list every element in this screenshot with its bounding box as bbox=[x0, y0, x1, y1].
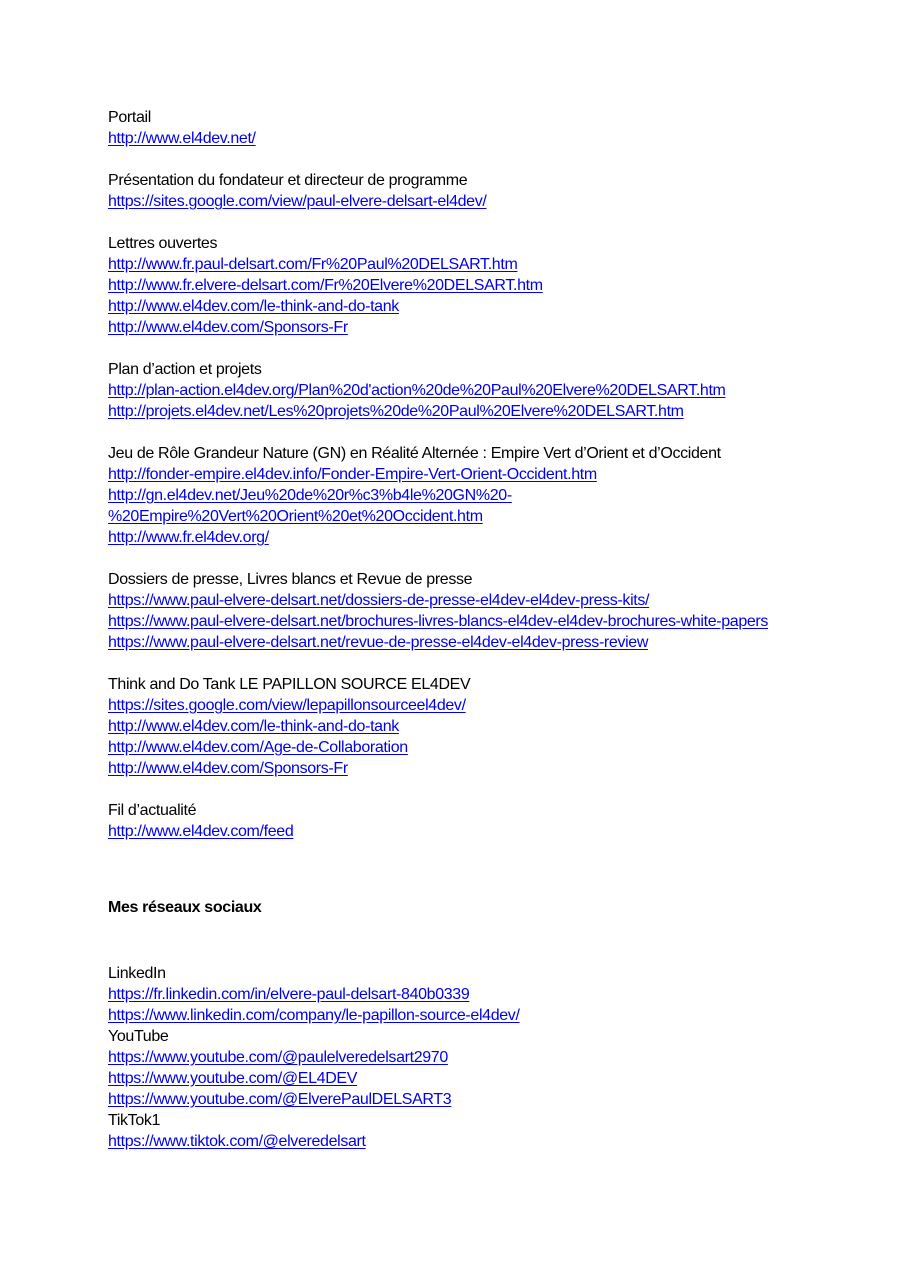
link-youtube[interactable]: https://www.youtube.com/@ElverePaulDELSART3 bbox=[108, 1091, 452, 1108]
link-think-and-do-tank[interactable]: http://www.el4dev.com/Age-de-Collaboration bbox=[108, 739, 408, 756]
link-think-and-do-tank[interactable]: https://sites.google.com/view/lepapillonsourceel4dev/ bbox=[108, 697, 466, 714]
link-projets[interactable]: http://projets.el4dev.net/Les%20projets%20de%20Paul%20Elvere%20DELSART.htm bbox=[108, 403, 684, 420]
section-label-presentation: Présentation du fondateur et directeur de programme bbox=[108, 172, 468, 189]
social-label-linkedin: LinkedIn bbox=[108, 965, 166, 982]
social-label-youtube: YouTube bbox=[108, 1028, 169, 1045]
link-revue-presse[interactable]: https://www.paul-elvere-delsart.net/revue-de-presse-el4dev-el4dev-press-review bbox=[108, 634, 649, 651]
link-youtube[interactable]: https://www.youtube.com/@paulelveredelsart2970 bbox=[108, 1049, 448, 1066]
social-heading: Mes réseaux sociaux bbox=[108, 899, 262, 916]
link-tiktok[interactable]: https://www.tiktok.com/@elveredelsart bbox=[108, 1133, 366, 1150]
link-lettres-ouvertes[interactable]: http://www.fr.paul-delsart.com/Fr%20Paul%20DELSART.htm bbox=[108, 256, 518, 273]
link-plan-action[interactable]: http://plan-action.el4dev.org/Plan%20d'action%20de%20Paul%20Elvere%20DELSART.htm bbox=[108, 382, 726, 399]
link-linkedin[interactable]: https://fr.linkedin.com/in/elvere-paul-delsart-840b0339 bbox=[108, 986, 470, 1003]
link-lettres-ouvertes[interactable]: http://www.el4dev.com/Sponsors-Fr bbox=[108, 319, 348, 336]
link-fil-actualite[interactable]: http://www.el4dev.com/feed bbox=[108, 823, 294, 840]
link-youtube[interactable]: https://www.youtube.com/@EL4DEV bbox=[108, 1070, 358, 1087]
link-think-and-do-tank[interactable]: http://www.el4dev.com/Sponsors-Fr bbox=[108, 760, 348, 777]
section-label-lettres-ouvertes: Lettres ouvertes bbox=[108, 235, 218, 252]
link-dossiers-presse[interactable]: https://www.paul-elvere-delsart.net/dossiers-de-presse-el4dev-el4dev-press-kits/ bbox=[108, 592, 650, 609]
section-label-think-and-do-tank: Think and Do Tank LE PAPILLON SOURCE EL4DEV bbox=[108, 676, 471, 693]
link-jeu-de-role[interactable]: http://gn.el4dev.net/Jeu%20de%20r%c3%b4le%20GN%20- bbox=[108, 487, 512, 504]
section-label-plan-action: Plan d’action et projets bbox=[108, 361, 262, 378]
section-label-portail: Portail bbox=[108, 109, 151, 126]
link-presentation[interactable]: https://sites.google.com/view/paul-elvere-delsart-el4dev/ bbox=[108, 193, 487, 210]
link-livres-blancs[interactable]: https://www.paul-elvere-delsart.net/brochures-livres-blancs-el4dev-el4dev-brochures-white-papers bbox=[108, 613, 769, 630]
section-label-dossiers-presse: Dossiers de presse, Livres blancs et Revue de presse bbox=[108, 571, 473, 588]
link-think-and-do-tank[interactable]: http://www.el4dev.com/le-think-and-do-tank bbox=[108, 718, 399, 735]
document-body bbox=[108, 107, 888, 842]
link-jeu-de-role[interactable]: http://www.fr.el4dev.org/ bbox=[108, 529, 269, 546]
link-lettres-ouvertes[interactable]: http://www.fr.elvere-delsart.com/Fr%20Elvere%20DELSART.htm bbox=[108, 277, 543, 294]
link-linkedin[interactable]: https://www.linkedin.com/company/le-papillon-source-el4dev/ bbox=[108, 1007, 520, 1024]
section-label-fil-actualite: Fil d’actualité bbox=[108, 802, 197, 819]
section-label-jeu-de-role: Jeu de Rôle Grandeur Nature (GN) en Réalité Alternée : Empire Vert d’Orient et d’Occident bbox=[108, 445, 721, 462]
link-portail[interactable]: http://www.el4dev.net/ bbox=[108, 130, 256, 147]
social-networks bbox=[108, 963, 888, 1152]
link-jeu-de-role[interactable]: http://fonder-empire.el4dev.info/Fonder-Empire-Vert-Orient-Occident.htm bbox=[108, 466, 597, 483]
social-label-tiktok: TikTok1 bbox=[108, 1112, 161, 1129]
link-jeu-de-role-continued[interactable]: %20Empire%20Vert%20Orient%20et%20Occident.htm bbox=[108, 508, 483, 525]
link-lettres-ouvertes[interactable]: http://www.el4dev.com/le-think-and-do-tank bbox=[108, 298, 399, 315]
